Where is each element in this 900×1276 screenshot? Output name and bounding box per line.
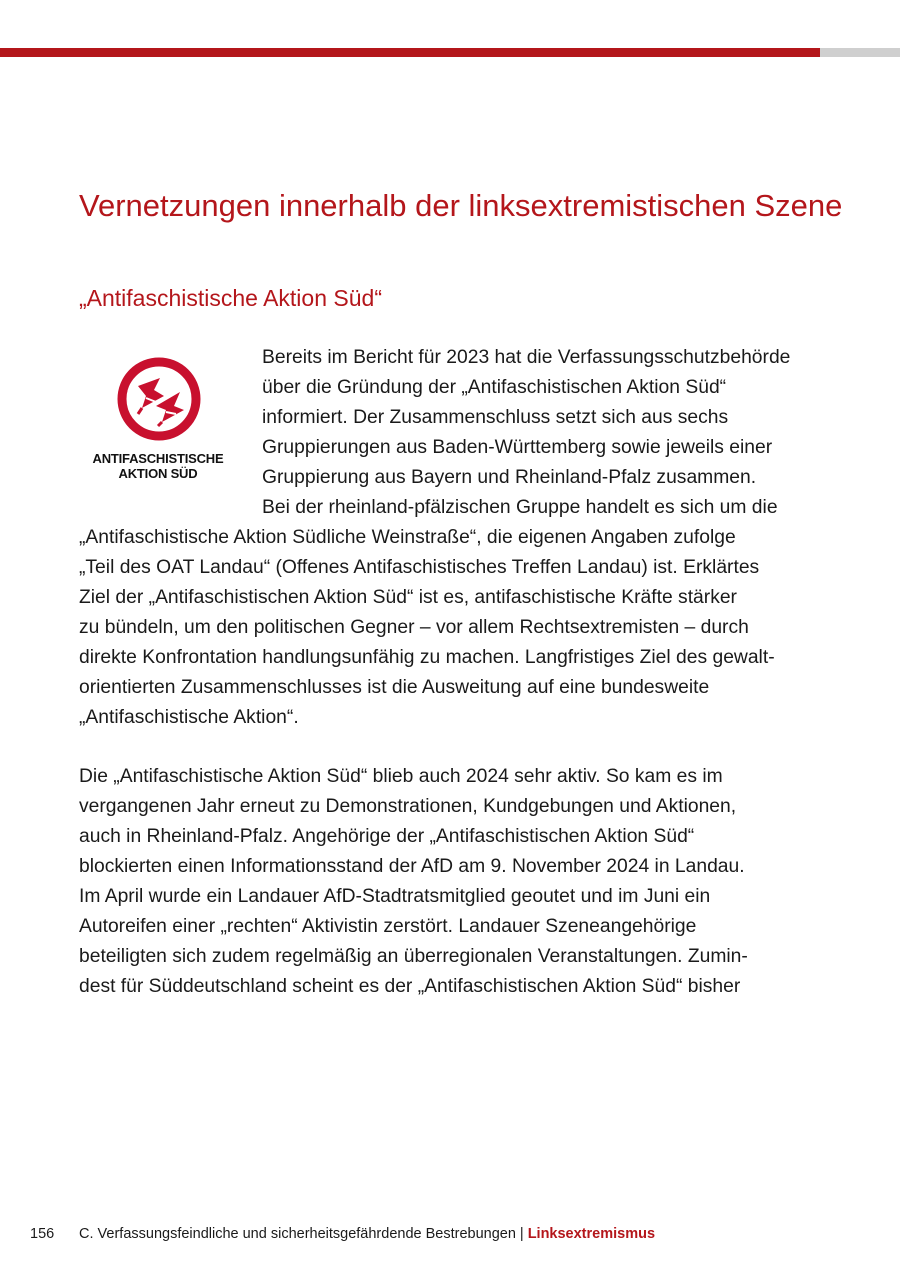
paragraph-2-line: Im April wurde ein Landauer AfD-Stadtratsmitglied geoutet und im Juni ein (79, 886, 711, 907)
paragraph-1-line: orientierten Zusammenschlusses ist die Ausweitung auf eine bundesweite (79, 677, 710, 698)
footer-chapter: C. Verfassungsfeindliche und sicherheitsgefährdende Bestrebungen (79, 1226, 516, 1242)
paragraph-2-line: auch in Rheinland-Pfalz. Angehörige der „Antifaschistischen Aktion Süd“ (79, 826, 695, 847)
paragraph-1-line: „Antifaschistische Aktion“. (79, 707, 299, 728)
paragraph-1-line: zu bündeln, um den politischen Gegner – vor allem Rechtsextremisten – durch (79, 617, 749, 638)
section-heading: „Antifaschistische Aktion Süd“ (79, 285, 382, 311)
paragraph-2-line: dest für Süddeutschland scheint es der „Antifaschistischen Aktion Süd“ bisher (79, 976, 741, 997)
antifa-sued-logo (82, 356, 234, 484)
page-footer (0, 1222, 900, 1246)
paragraph-1-line: Gruppierung aus Bayern und Rheinland-Pfalz zusammen. (262, 467, 757, 488)
paragraph-1-line: Bereits im Bericht für 2023 hat die Verfassungsschutzbehörde (262, 347, 791, 368)
footer-topic: Linksextremismus (527, 1226, 656, 1242)
paragraph-1-line: direkte Konfrontation handlungsunfähig zu machen. Langfristiges Ziel des gewalt- (79, 647, 775, 668)
paragraph-2-line: vergangenen Jahr erneut zu Demonstrationen, Kundgebungen und Aktionen, (79, 796, 737, 817)
header-accent-bar (0, 48, 820, 57)
page-title: Vernetzungen innerhalb der linksextremistischen Szene (79, 188, 843, 223)
footer-separator: | (519, 1226, 524, 1242)
logo-text (82, 451, 234, 481)
paragraph-1-line: informiert. Der Zusammenschluss setzt sich aus sechs (262, 407, 729, 428)
paragraph-1-line: Bei der rheinland-pfälzischen Gruppe handelt es sich um die (262, 497, 778, 518)
paragraph-1-line: „Antifaschistische Aktion Südliche Weinstraße“, die eigenen Angaben zufolge (79, 527, 736, 548)
paragraph-1-line: über die Gründung der „Antifaschistischen Aktion Süd“ (262, 377, 727, 398)
logo-text-line1: ANTIFASCHISTISCHE (92, 451, 224, 466)
logo-text-line2: AKTION SÜD (118, 466, 198, 481)
header-grey-bar (820, 48, 900, 57)
paragraph-2-line: beteiligten sich zudem regelmäßig an überregionalen Veranstaltungen. Zumin- (79, 946, 748, 967)
paragraph-2-line: blockierten einen Informationsstand der AfD am 9. November 2024 in Landau. (79, 856, 745, 877)
antifa-flags-icon (116, 356, 202, 442)
paragraph-2-line: Die „Antifaschistische Aktion Süd“ blieb auch 2024 sehr aktiv. So kam es im (79, 766, 723, 787)
paragraph-2-line: Autoreifen einer „rechten“ Aktivistin zerstört. Landauer Szeneangehörige (79, 916, 697, 937)
footer-running-title (79, 1222, 655, 1246)
paragraph-1-line: Ziel der „Antifaschistischen Aktion Süd“ ist es, antifaschistische Kräfte stärker (79, 587, 737, 608)
paragraph-1-line: „Teil des OAT Landau“ (Offenes Antifaschistisches Treffen Landau) ist. Erklärtes (79, 557, 760, 578)
paragraph-1-line: Gruppierungen aus Baden-Württemberg sowie jeweils einer (262, 437, 773, 458)
page-number: 156 (30, 1226, 55, 1242)
